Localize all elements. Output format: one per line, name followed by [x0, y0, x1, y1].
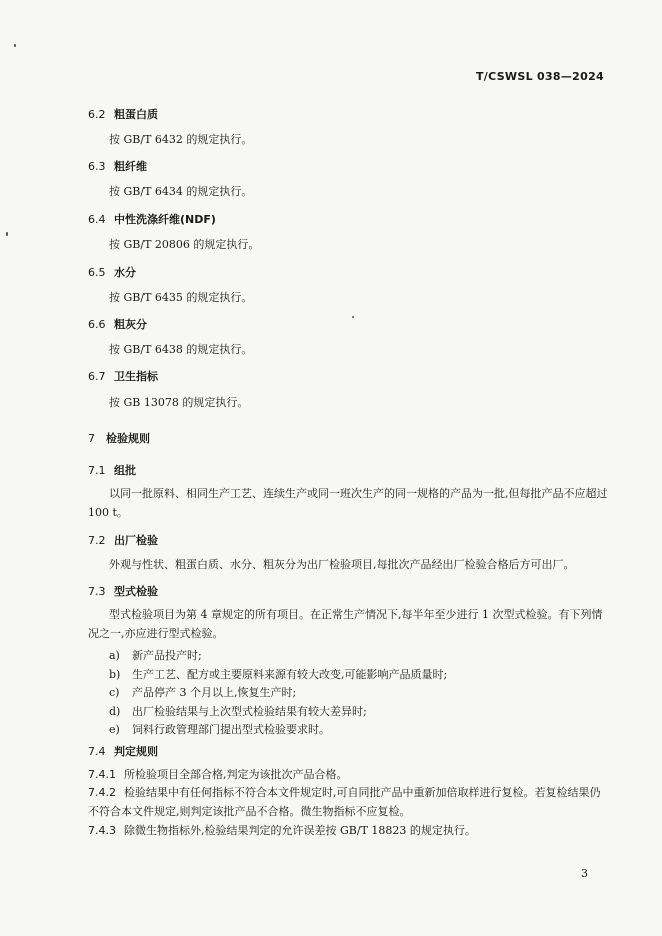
standard-code-header: T/CSWSL 038—2024: [476, 70, 604, 83]
page-number: 3: [581, 867, 588, 880]
list-marker: d): [109, 705, 121, 718]
section-heading-6-5: [88, 264, 136, 280]
section-number: 6.3: [88, 160, 106, 173]
section-number: 7.3: [88, 585, 106, 598]
scan-speck: [352, 316, 354, 318]
list-text: 新产品投产时;: [132, 649, 202, 662]
clause-text: 除微生物指标外,检验结果判定的允许误差按 GB/T 18823 的规定执行。: [124, 824, 476, 837]
list-marker: a): [109, 649, 120, 662]
section-text-7-2: 外观与性状、粗蛋白质、水分、粗灰分为出厂检验项目,每批次产品经出厂检验合格后方可出厂。: [109, 558, 575, 571]
clause-number: 7.4.1: [88, 768, 116, 781]
section-heading-6-3: [88, 158, 147, 174]
section-heading-7-2: [88, 532, 158, 548]
list-text: 产品停产 3 个月以上,恢复生产时;: [132, 686, 297, 699]
list-item: [109, 666, 447, 682]
list-item: [109, 647, 202, 663]
chapter-number: 7: [88, 432, 95, 445]
list-marker: e): [109, 723, 120, 736]
section-text-6-2: 按 GB/T 6432 的规定执行。: [109, 133, 253, 146]
list-text: 生产工艺、配方或主要原料来源有较大改变,可能影响产品质量时;: [132, 668, 448, 681]
scan-speck: [6, 232, 8, 236]
section-title: 出厂检验: [114, 534, 158, 547]
clause-text: 检验结果中有任何指标不符合本文件规定时,可自同批产品中重新加倍取样进行复检。若复检结果仍不符合本文件规定,则判定该批产品不合格。微生物指标不应复检。: [88, 786, 601, 818]
section-text-7-1: 以同一批原料、相同生产工艺、连续生产或同一班次生产的同一规格的产品为一批,但每批产品不应超过 100 t。: [88, 487, 608, 519]
clause-text: 所检验项目全部合格,判定为该批次产品合格。: [124, 768, 348, 781]
section-text-6-5: 按 GB/T 6435 的规定执行。: [109, 291, 253, 304]
clause-number: 7.4.2: [88, 786, 116, 799]
section-number: 6.2: [88, 108, 106, 121]
section-number: 7.1: [88, 464, 106, 477]
section-text-6-4: 按 GB/T 20806 的规定执行。: [109, 238, 260, 251]
list-marker: c): [109, 686, 120, 699]
section-heading-7-4: [88, 743, 158, 759]
section-text-7-3: 型式检验项目为第 4 章规定的所有项目。在正常生产情况下,每半年至少进行 1 次型式检验。有下列情况之一,亦应进行型式检验。: [88, 608, 603, 640]
list-item: [109, 703, 367, 719]
clause-7-4-2: [88, 783, 608, 821]
section-number: 6.4: [88, 213, 106, 226]
chapter-title: 检验规则: [106, 432, 150, 445]
section-number: 7.4: [88, 745, 106, 758]
section-heading-7-1: [88, 462, 136, 478]
section-text-6-3: 按 GB/T 6434 的规定执行。: [109, 185, 253, 198]
clause-7-4-3: [88, 821, 608, 840]
list-text: 出厂检验结果与上次型式检验结果有较大差异时;: [132, 705, 367, 718]
section-number: 6.5: [88, 266, 106, 279]
section-title: 水分: [114, 266, 136, 279]
section-title: 粗蛋白质: [114, 108, 158, 121]
list-item: [109, 684, 296, 700]
section-title: 卫生指标: [114, 370, 158, 383]
section-title: 粗灰分: [114, 318, 147, 331]
clause-number: 7.4.3: [88, 824, 116, 837]
section-heading-6-6: [88, 316, 147, 332]
section-heading-7-3: [88, 583, 158, 599]
list-item: [109, 721, 330, 737]
section-heading-6-7: [88, 368, 158, 384]
list-text: 饲料行政管理部门提出型式检验要求时。: [132, 723, 330, 736]
section-number: 6.6: [88, 318, 106, 331]
section-title: 判定规则: [114, 745, 158, 758]
section-title: 型式检验: [114, 585, 158, 598]
section-title: 中性洗涤纤维(NDF): [114, 213, 216, 226]
section-title: 粗纤维: [114, 160, 147, 173]
clause-7-4-1: [88, 765, 608, 784]
section-text-6-7: 按 GB 13078 的规定执行。: [109, 396, 249, 409]
section-heading-6-2: [88, 106, 158, 122]
section-number: 7.2: [88, 534, 106, 547]
section-heading-6-4: [88, 211, 216, 227]
section-number: 6.7: [88, 370, 106, 383]
scan-speck: [14, 44, 16, 47]
chapter-heading-7: [88, 430, 150, 446]
list-marker: b): [109, 668, 121, 681]
section-title: 组批: [114, 464, 136, 477]
section-text-6-6: 按 GB/T 6438 的规定执行。: [109, 343, 253, 356]
